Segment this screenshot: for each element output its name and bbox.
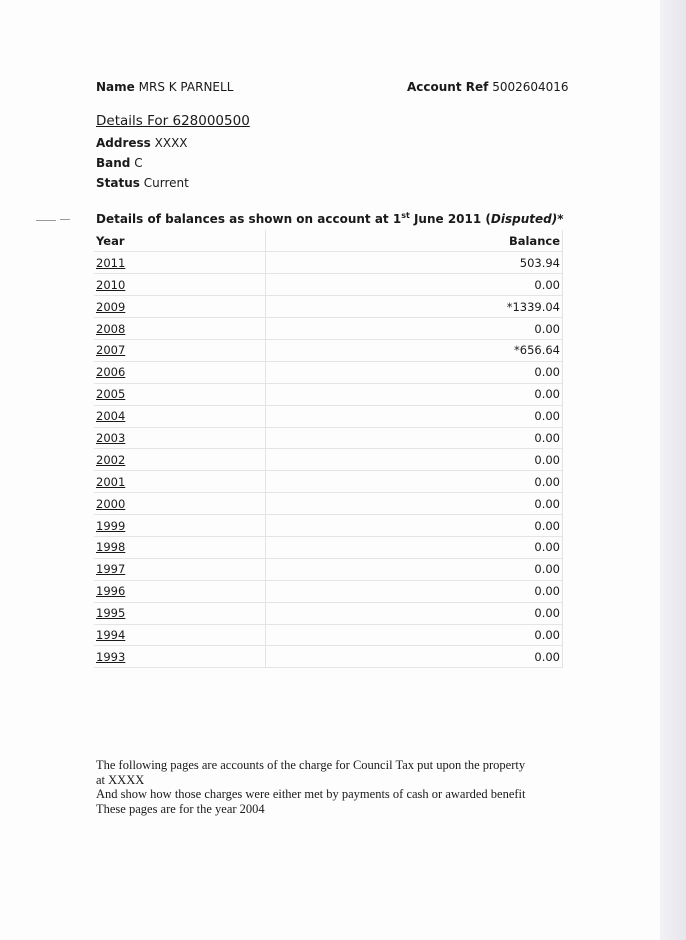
balances-title <box>96 211 563 226</box>
balance-column-header: Balance <box>265 230 563 252</box>
balances-title-text: Details of balances as shown on account at 1 <box>96 212 402 226</box>
year-cell: 2001 <box>94 471 265 493</box>
balance-cell: 0.00 <box>265 405 563 427</box>
year-cell: 1999 <box>94 515 265 537</box>
account-ref-value: 5002604016 <box>492 80 569 94</box>
table-row <box>94 602 563 624</box>
balance-cell: 0.00 <box>265 493 563 515</box>
balance-cell: 0.00 <box>265 361 563 383</box>
table-header-row <box>94 230 563 252</box>
address-row <box>96 136 188 150</box>
table-row <box>94 405 563 427</box>
balance-cell: 0.00 <box>265 558 563 580</box>
balance-cell: *656.64 <box>265 339 563 361</box>
balance-cell: 0.00 <box>265 318 563 340</box>
balance-cell: 0.00 <box>265 624 563 646</box>
year-cell: 1994 <box>94 624 265 646</box>
balance-cell: 0.00 <box>265 449 563 471</box>
balance-cell: 0.00 <box>265 274 563 296</box>
year-column-header: Year <box>94 230 265 252</box>
scan-edge <box>660 0 686 940</box>
table-row <box>94 361 563 383</box>
table-row <box>94 580 563 602</box>
year-cell: 1993 <box>94 646 265 668</box>
balance-cell: 0.00 <box>265 515 563 537</box>
year-cell: 2011 <box>94 252 265 274</box>
table-row <box>94 252 563 274</box>
table-row <box>94 274 563 296</box>
status-row <box>96 176 189 190</box>
customer-name <box>96 80 233 94</box>
table-row <box>94 427 563 449</box>
address-label: Address <box>96 136 151 150</box>
band-value: C <box>134 156 143 170</box>
table-row <box>94 515 563 537</box>
footer-note <box>96 758 566 816</box>
table-row <box>94 493 563 515</box>
balance-cell: 503.94 <box>265 252 563 274</box>
year-cell: 1998 <box>94 536 265 558</box>
footer-line: at XXXX <box>96 772 145 787</box>
year-cell: 1995 <box>94 602 265 624</box>
balance-cell: 0.00 <box>265 383 563 405</box>
table-row <box>94 471 563 493</box>
account-ref-label: Account Ref <box>407 80 489 94</box>
year-cell: 1997 <box>94 558 265 580</box>
table-row <box>94 449 563 471</box>
year-cell: 2008 <box>94 318 265 340</box>
table-row <box>94 646 563 668</box>
footer-line: And show how those charges were either met by payments of cash or awarded benefit <box>96 787 526 801</box>
table-row <box>94 296 563 318</box>
disputed-star: * <box>557 212 564 226</box>
status-value: Current <box>143 176 189 190</box>
table-row <box>94 624 563 646</box>
band-label: Band <box>96 156 131 170</box>
year-cell: 2000 <box>94 493 265 515</box>
table-row <box>94 558 563 580</box>
year-cell: 2005 <box>94 383 265 405</box>
balance-cell: 0.00 <box>265 602 563 624</box>
year-cell: 2010 <box>94 274 265 296</box>
balances-title-date: June 2011 ( <box>409 212 491 226</box>
footer-line: The following pages are accounts of the charge for Council Tax put upon the property <box>96 758 526 772</box>
year-cell: 1996 <box>94 580 265 602</box>
address-value: XXXX <box>154 136 188 150</box>
table-row <box>94 383 563 405</box>
balance-cell: 0.00 <box>265 646 563 668</box>
year-cell: 2002 <box>94 449 265 471</box>
year-cell: 2003 <box>94 427 265 449</box>
balances-title-sup: st <box>401 211 410 220</box>
band-row <box>96 156 143 170</box>
status-label: Status <box>96 176 140 190</box>
balance-cell: 0.00 <box>265 536 563 558</box>
year-cell: 2004 <box>94 405 265 427</box>
year-cell: 2006 <box>94 361 265 383</box>
balance-cell: 0.00 <box>265 580 563 602</box>
footer-line: These pages are for the year 2004 <box>96 801 265 816</box>
balance-cell: *1339.04 <box>265 296 563 318</box>
name-value: MRS K PARNELL <box>138 80 234 94</box>
table-row <box>94 536 563 558</box>
balances-table <box>94 230 563 668</box>
table-row <box>94 339 563 361</box>
name-label: Name <box>96 80 135 94</box>
scan-mark <box>36 220 56 221</box>
year-cell: 2007 <box>94 339 265 361</box>
account-ref <box>407 80 569 94</box>
details-title: Details For 628000500 <box>96 113 250 129</box>
balance-cell: 0.00 <box>265 427 563 449</box>
table-row <box>94 318 563 340</box>
balances-table-body <box>94 252 563 668</box>
disputed-label: Disputed) <box>490 212 558 226</box>
year-cell: 2009 <box>94 296 265 318</box>
balance-cell: 0.00 <box>265 471 563 493</box>
scan-mark <box>60 219 70 220</box>
